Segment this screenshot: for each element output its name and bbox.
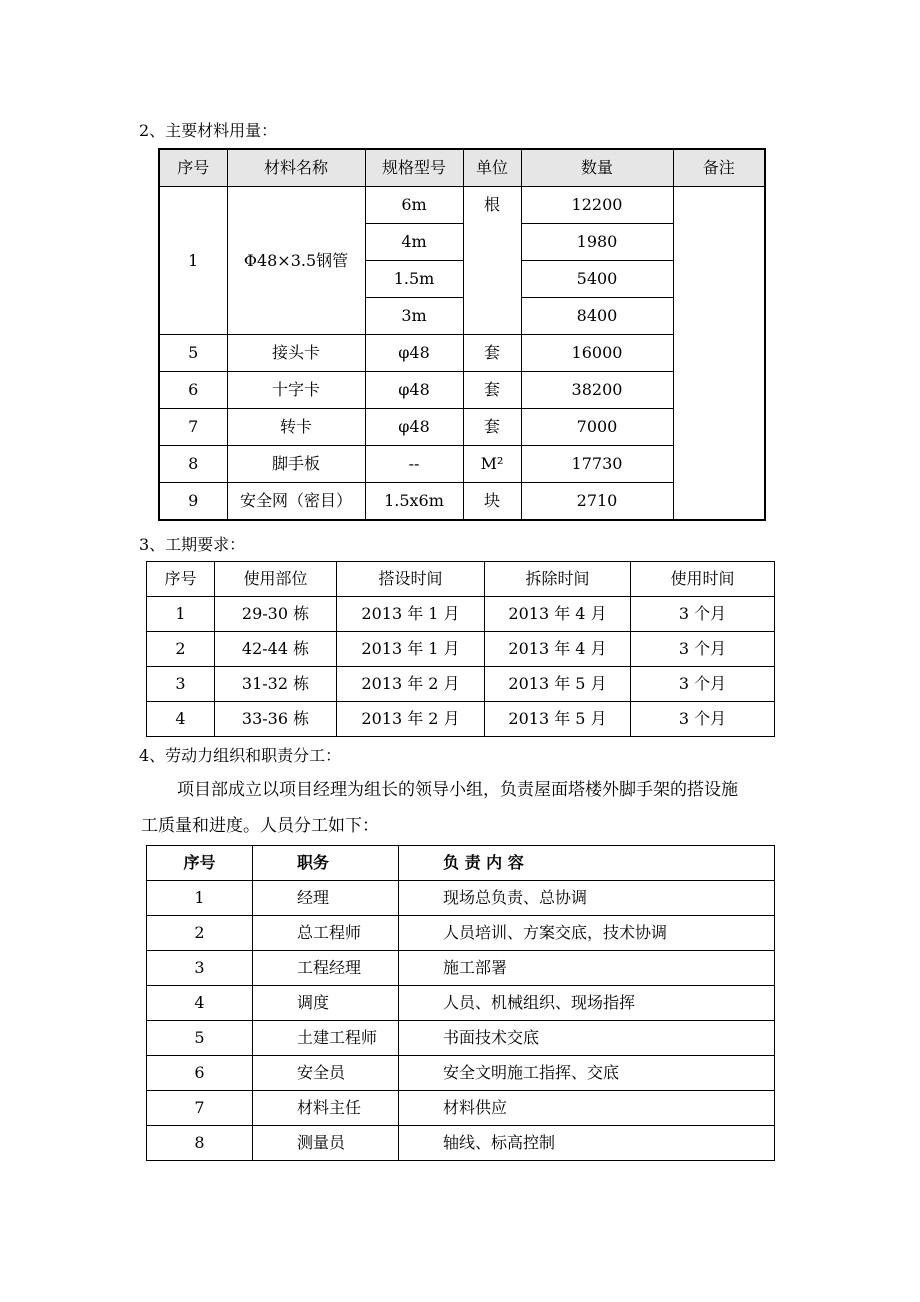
schedule-start: 2013 年 1 月 <box>337 597 485 632</box>
schedule-no: 3 <box>147 667 215 702</box>
staff-no: 1 <box>147 881 253 916</box>
schedule-duration: 3 个月 <box>631 667 775 702</box>
schedule-no: 2 <box>147 632 215 667</box>
material-no: 8 <box>159 446 227 483</box>
table-row <box>147 597 775 632</box>
steel-pipe-name: Φ48×3.5钢管 <box>227 187 365 335</box>
staff-header-row <box>147 846 775 881</box>
schedule-duration: 3 个月 <box>631 702 775 737</box>
material-spec: -- <box>365 446 463 483</box>
schedule-no: 4 <box>147 702 215 737</box>
staff-duty: 书面技术交底 <box>399 1021 775 1056</box>
schedule-start: 2013 年 1 月 <box>337 632 485 667</box>
staff-duty: 人员、机械组织、现场指挥 <box>399 986 775 1021</box>
steel-pipe-qty: 8400 <box>521 298 673 335</box>
steel-pipe-qty: 1980 <box>521 224 673 261</box>
schedule-duration: 3 个月 <box>631 632 775 667</box>
material-spec: φ48 <box>365 372 463 409</box>
steel-pipe-spec: 1.5m <box>365 261 463 298</box>
table-row <box>147 916 775 951</box>
schedule-end: 2013 年 5 月 <box>485 702 631 737</box>
staff-duty: 施工部署 <box>399 951 775 986</box>
material-spec: φ48 <box>365 409 463 446</box>
material-unit: M² <box>463 446 521 483</box>
table-row <box>147 1126 775 1161</box>
material-qty: 2710 <box>521 483 673 521</box>
schedule-part: 42-44 栋 <box>215 632 337 667</box>
schedule-part: 33-36 栋 <box>215 702 337 737</box>
staff-duty: 材料供应 <box>399 1091 775 1126</box>
schedule-start: 2013 年 2 月 <box>337 667 485 702</box>
material-unit: 套 <box>463 372 521 409</box>
steel-pipe-spec: 3m <box>365 298 463 335</box>
materials-header-no: 序号 <box>159 149 227 187</box>
schedule-part: 29-30 栋 <box>215 597 337 632</box>
steel-pipe-spec: 6m <box>365 187 463 224</box>
material-no: 9 <box>159 483 227 521</box>
staff-no: 3 <box>147 951 253 986</box>
materials-header-remark: 备注 <box>673 149 765 187</box>
schedule-header-row <box>147 562 775 597</box>
material-unit: 套 <box>463 335 521 372</box>
table-row <box>147 881 775 916</box>
table-row <box>147 1091 775 1126</box>
schedule-header-no: 序号 <box>147 562 215 597</box>
table-row <box>147 1056 775 1091</box>
table-row <box>147 986 775 1021</box>
staff-no: 8 <box>147 1126 253 1161</box>
material-no: 6 <box>159 372 227 409</box>
table-row <box>147 951 775 986</box>
staff-no: 2 <box>147 916 253 951</box>
schedule-end: 2013 年 4 月 <box>485 632 631 667</box>
section3-title: 3、工期要求： <box>139 535 246 554</box>
staff-duty: 现场总负责、总协调 <box>399 881 775 916</box>
staff-duty: 人员培训、方案交底，技术协调 <box>399 916 775 951</box>
steel-pipe-no: 1 <box>159 187 227 335</box>
schedule-header-duration: 使用时间 <box>631 562 775 597</box>
material-name: 转卡 <box>227 409 365 446</box>
section4-title: 4、劳动力组织和职责分工： <box>139 746 342 765</box>
steel-pipe-unit: 根 <box>463 187 521 335</box>
staff-role: 调度 <box>253 986 399 1021</box>
table-row <box>147 1021 775 1056</box>
staff-role: 总工程师 <box>253 916 399 951</box>
material-name: 十字卡 <box>227 372 365 409</box>
steel-pipe-qty: 5400 <box>521 261 673 298</box>
material-qty: 7000 <box>521 409 673 446</box>
material-spec: 1.5x6m <box>365 483 463 521</box>
materials-header-unit: 单位 <box>463 149 521 187</box>
material-unit: 块 <box>463 483 521 521</box>
material-spec: φ48 <box>365 335 463 372</box>
staff-role: 经理 <box>253 881 399 916</box>
schedule-table <box>146 561 775 737</box>
materials-header-name: 材料名称 <box>227 149 365 187</box>
staff-role: 工程经理 <box>253 951 399 986</box>
staff-no: 6 <box>147 1056 253 1091</box>
steel-pipe-qty: 12200 <box>521 187 673 224</box>
staff-header-role: 职务 <box>253 846 399 881</box>
schedule-end: 2013 年 4 月 <box>485 597 631 632</box>
table-row <box>147 667 775 702</box>
section4-paragraph-line1: 项目部成立以项目经理为组长的领导小组，负责屋面塔楼外脚手架的搭设施 <box>177 780 738 800</box>
schedule-part: 31-32 栋 <box>215 667 337 702</box>
steel-pipe-spec: 4m <box>365 224 463 261</box>
materials-header-row <box>159 149 765 187</box>
staff-header-duty: 负 责 内 容 <box>399 846 775 881</box>
schedule-no: 1 <box>147 597 215 632</box>
material-qty: 17730 <box>521 446 673 483</box>
material-qty: 38200 <box>521 372 673 409</box>
material-name: 脚手板 <box>227 446 365 483</box>
staff-role: 安全员 <box>253 1056 399 1091</box>
schedule-end: 2013 年 5 月 <box>485 667 631 702</box>
section2-title: 2、主要材料用量： <box>139 121 278 140</box>
schedule-header-start: 搭设时间 <box>337 562 485 597</box>
materials-header-spec: 规格型号 <box>365 149 463 187</box>
staff-no: 5 <box>147 1021 253 1056</box>
materials-remark-cell <box>673 187 765 521</box>
material-qty: 16000 <box>521 335 673 372</box>
schedule-start: 2013 年 2 月 <box>337 702 485 737</box>
section4-paragraph-line2: 工质量和进度。人员分工如下： <box>141 816 379 836</box>
material-name: 接头卡 <box>227 335 365 372</box>
staff-header-no: 序号 <box>147 846 253 881</box>
schedule-duration: 3 个月 <box>631 597 775 632</box>
staff-role: 土建工程师 <box>253 1021 399 1056</box>
material-no: 7 <box>159 409 227 446</box>
material-no: 5 <box>159 335 227 372</box>
staff-role: 测量员 <box>253 1126 399 1161</box>
schedule-header-part: 使用部位 <box>215 562 337 597</box>
staff-no: 7 <box>147 1091 253 1126</box>
materials-header-qty: 数量 <box>521 149 673 187</box>
staff-duty: 轴线、标高控制 <box>399 1126 775 1161</box>
schedule-header-end: 拆除时间 <box>485 562 631 597</box>
material-unit: 套 <box>463 409 521 446</box>
staff-role: 材料主任 <box>253 1091 399 1126</box>
table-row <box>147 702 775 737</box>
staff-no: 4 <box>147 986 253 1021</box>
materials-table <box>158 148 766 521</box>
table-row <box>159 187 765 224</box>
material-name: 安全网（密目） <box>227 483 365 521</box>
staff-duties-table <box>146 845 775 1161</box>
table-row <box>147 632 775 667</box>
staff-duty: 安全文明施工指挥、交底 <box>399 1056 775 1091</box>
